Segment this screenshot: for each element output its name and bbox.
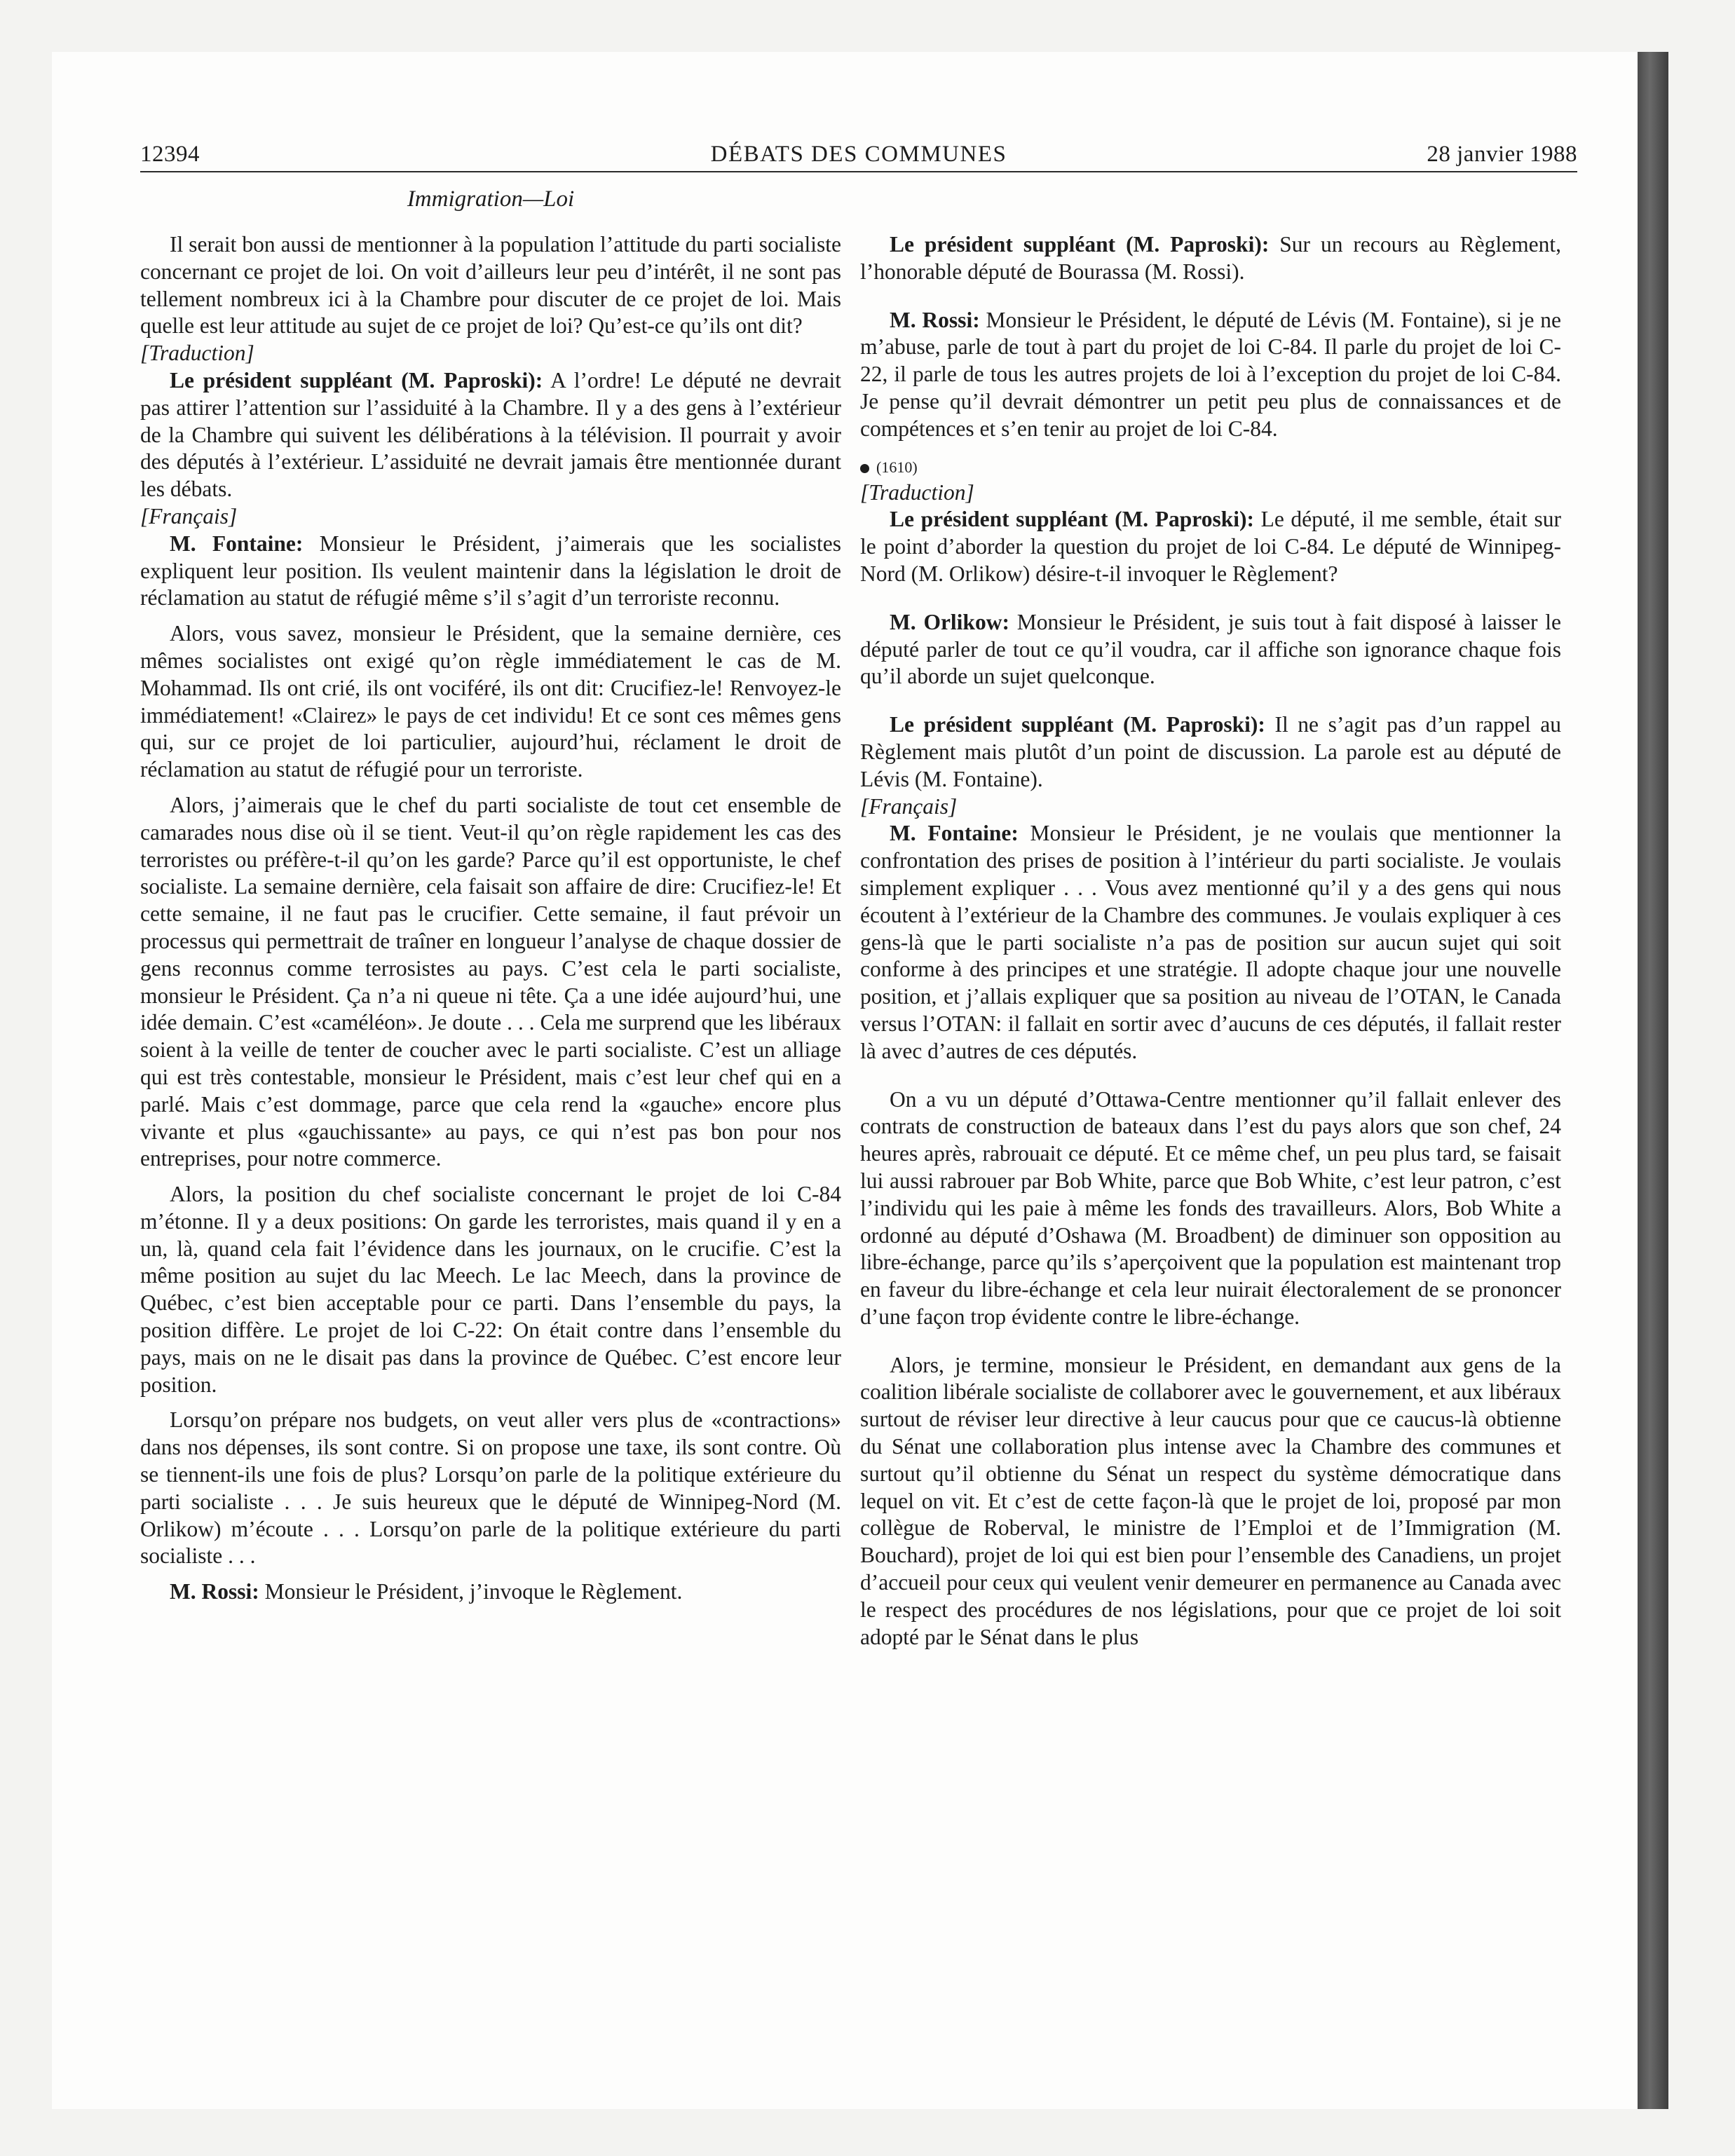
page-date: 28 janvier 1988 bbox=[1427, 142, 1577, 167]
speech-paragraph bbox=[860, 609, 1561, 690]
speaker-name: Le président suppléant (M. Paproski): bbox=[890, 232, 1270, 257]
speaker-name: M. Fontaine: bbox=[170, 531, 304, 556]
section-subject: Immigration—Loi bbox=[407, 186, 575, 212]
text-paragraph: Alors, vous savez, monsieur le Président, que la semaine dernière, ces mêmes socialistes ont exigé qu’on règle immédiatement le cas de M. Mohammad. Ils ont crié, ils ont vociféré, ils ont dit: Crucifiez-le! Renvoyez-le immédiatement! «Clairez» le pays de cet individu! Et ce sont ces mêmes gens qui, sur ce projet de loi particulier, aujourd’hui, réclament le droit de réclamation au statut de réfugié pour un terroriste. bbox=[140, 621, 841, 782]
speech-paragraph bbox=[140, 531, 841, 612]
speech-text: Monsieur le Président, je ne voulais que mentionner la confrontation des prises de position à l’intérieur du parti socialiste. Je voulais simplement expliquer . . . Vous avez mentionné qu’il y a des gens qui nous écoutent à l’extérieur de la Chambre des communes. Je voulais expliquer à ces gens-là que le parti socialiste n’a pas de position sur aucun sujet qui soit conforme à des principes et une stratégie. Il adopte chaque jour une nouvelle position, et j’allais expliquer que sa position au niveau de l’OTAN, le Canada versus l’OTAN: il fallait en sortir avec d’aucuns de ces députés, il fallait rester là avec d’autres de ces députés. bbox=[860, 821, 1561, 1063]
speech-paragraph bbox=[860, 506, 1561, 587]
speaker-name: Le président suppléant (M. Paproski): bbox=[890, 712, 1265, 737]
speech-paragraph bbox=[860, 820, 1561, 1065]
bullet-icon bbox=[860, 464, 869, 473]
speech-text: Sur un recours au Règlement, l’honorable député de Bourassa (M. Rossi). bbox=[860, 232, 1562, 284]
header-rule bbox=[140, 171, 1577, 172]
speech-text: A l’ordre! Le député ne devrait pas attirer l’attention sur l’assiduité à la Chambre. Il y a des gens à l’extérieur de la Chambre qui suivent les délibérations à la télévision. Il pourrait y avoir des députés à l’extérieur. L’assiduité ne devrait jamais être mentionnée durant les débats. bbox=[140, 367, 842, 502]
speech-text: Monsieur le Président, j’aimerais que les socialistes expliquent leur position. Ils veulent maintenir dans la législation le droit de réclamation au statut de réfugié même s’il s’agit d’un terroriste reconnu. bbox=[140, 531, 842, 610]
speech-paragraph bbox=[140, 1578, 841, 1606]
speaker-name: Le président suppléant (M. Paproski): bbox=[170, 367, 543, 393]
speaker-name: M. Orlikow: bbox=[890, 609, 1009, 634]
speech-text: Il ne s’agit pas d’un rappel au Règlement mais plutôt d’un point de discussion. La parole est au député de Lévis (M. Fontaine). bbox=[860, 712, 1562, 791]
right-column bbox=[860, 231, 1561, 1651]
language-tag: [Français] bbox=[140, 503, 238, 528]
speech-paragraph bbox=[860, 231, 1561, 286]
speech-text: Le député, il me semble, était sur le point d’aborder la question du projet de loi C-84. Le député de Winnipeg-Nord (M. Orlikow) désire-t-il invoquer le Règlement? bbox=[860, 507, 1562, 586]
speech-paragraph bbox=[860, 307, 1561, 443]
text-paragraph: Lorsqu’on prépare nos budgets, on veut aller vers plus de «contractions» dans nos dépenses, ils sont contre. Si on propose une taxe, ils sont contre. Où se tiennent-ils une fois de plus? Lorsqu’on parle de la politique extérieure du parti socialiste . . . Je suis heureux que le député de Winnipeg-Nord (M. Orlikow) m’écoute . . . Lorsqu’on parle de la politique extérieure du parti socialiste . . . bbox=[140, 1407, 841, 1569]
text-paragraph: On a vu un député d’Ottawa-Centre mentionner qu’il fallait enlever des contrats de construction de bateaux dans l’est du pays alors que son chef, 24 heures après, rabrouait ce député. Et ce même chef, un peu plus tard, se faisait lui aussi rabrouer par Bob White, parce que Bob White, c’est leur patron, c’est l’individu qui les paie à même les fonds des travailleurs. Alors, Bob White a ordonné au député d’Oshawa (M. Broadbent) de diminuer son opposition au libre-échange, parce qu’ils s’aperçoivent que la population est maintenant trop en faveur du libre-échange et cela leur nuirait électoralement de se prononcer d’une façon trop évidente contre le libre-échange. bbox=[860, 1086, 1561, 1329]
speaker-name: Le président suppléant (M. Paproski): bbox=[890, 507, 1254, 532]
text-paragraph: Alors, j’aimerais que le chef du parti socialiste de tout cet ensemble de camarades nous dise où il se tient. Veut-il qu’on règle rapidement les cas des terroristes ou préfère-t-il qu’on les garde? Parce qu’il est opportuniste, le chef socialiste. La semaine dernière, cela faisait son affaire de dire: Crucifiez-le! Et cette semaine, il ne faut pas le crucifier. Cette semaine, il faut prévoir un processus qui permettrait de traîner en longueur l’analyse de chaque dossier de gens reconnus comme terrosistes au pays. C’est cela le parti socialiste, monsieur le Président. Ça n’a ni queue ni tête. Ça a une idée aujourd’hui, une idée demain. C’est «caméléon». Je doute . . . Cela me surprend que les libéraux soient à la veille de tenter de coucher avec le parti socialiste. C’est un alliage qui est très contestable, monsieur le Président, mais c’est leur chef qui en a parlé. Mais c’est dommage, parce que cela rend la «gauche» encore plus vivante et plus «gauchissante» au pays, ce qui n’est pas bon pour nos entreprises, pour notre commerce. bbox=[140, 792, 841, 1171]
page-number: 12394 bbox=[140, 142, 200, 167]
language-tag: [Français] bbox=[860, 793, 958, 819]
text-paragraph: Il serait bon aussi de mentionner à la population l’attitude du parti socialiste concernant ce projet de loi. On voit d’ailleurs leur peu d’intérêt, il ne sont pas tellement nombreux ici à la Chambre pour discuter de ce projet de loi. Mais quelle est leur attitude au sujet de ce projet de loi? Qu’est-ce qu’ils ont dit? bbox=[140, 232, 841, 339]
time-marker-text: (1610) bbox=[876, 458, 918, 476]
speech-text: Monsieur le Président, le député de Lévis (M. Fontaine), si je ne m’abuse, parle de tout à part du projet de loi C-84. Il parle du projet de loi C-22, il parle de tous les autres projets de loi à l’exception du projet de loi C-84. Je pense qu’il devrait démontrer un petit peu plus de connaissances et de compétences et s’en tenir au projet de loi C-84. bbox=[860, 307, 1561, 441]
speech-text: Monsieur le Président, je suis tout à fait disposé à laisser le député parler de tout ce qu’il voudra, car il affiche son ignorance chaque fois qu’il aborde un sujet quelconque. bbox=[860, 609, 1562, 689]
scan-binding-edge bbox=[1638, 52, 1668, 2109]
left-column bbox=[140, 231, 841, 1606]
language-tag: [Traduction] bbox=[860, 479, 974, 505]
speaker-name: M. Fontaine: bbox=[890, 821, 1019, 846]
text-paragraph: Alors, la position du chef socialiste concernant le projet de loi C-84 m’étonne. Il y a deux positions: On garde les terroristes, mais quand il y en a un, là, quand cela fait l’évidence dans les journaux, on le crucifie. C’est la même position au sujet du lac Meech. Le lac Meech, dans la province de Québec, c’est bien acceptable pour ce parti. Dans l’ensemble du pays, la position diffère. Le projet de loi C-22: On était contre dans l’ensemble du pays, mais on ne le disait pas dans la province de Québec. C’est encore leur position. bbox=[140, 1182, 841, 1397]
text-paragraph: Alors, je termine, monsieur le Président, en demandant aux gens de la coalition libérale socialiste de collaborer avec le gouvernement, et aux libéraux surtout de réviser leur directive à leur caucus pour que ce caucus-là obtienne du Sénat une collaboration plus intense avec la Chambre des communes et surtout qu’il obtienne du Sénat un respect du système démocratique dans lequel on vit. Et c’est de cette façon-là que le projet de loi, proposé par mon collègue de Roberval, le ministre de l’Emploi et de l’Immigration (M. Bouchard), projet de loi qui est bien pour l’ensemble des Canadiens, un projet d’accueil pour ceux qui veulent venir demeurer en permanence au Canada avec le respect des procédures de nos législations, pour que ce projet de loi soit adopté par le Sénat dans le plus bbox=[860, 1352, 1561, 1649]
speech-paragraph bbox=[860, 711, 1561, 793]
speech-paragraph bbox=[140, 367, 841, 503]
time-marker bbox=[860, 456, 1561, 479]
publication-title: DÉBATS DES COMMUNES bbox=[710, 142, 1007, 167]
page-header bbox=[140, 137, 1577, 171]
speaker-name: M. Rossi: bbox=[890, 307, 980, 332]
speaker-name: M. Rossi: bbox=[170, 1579, 259, 1604]
language-tag: [Traduction] bbox=[140, 341, 254, 366]
speech-text: Monsieur le Président, j’invoque le Règlement. bbox=[264, 1579, 683, 1604]
